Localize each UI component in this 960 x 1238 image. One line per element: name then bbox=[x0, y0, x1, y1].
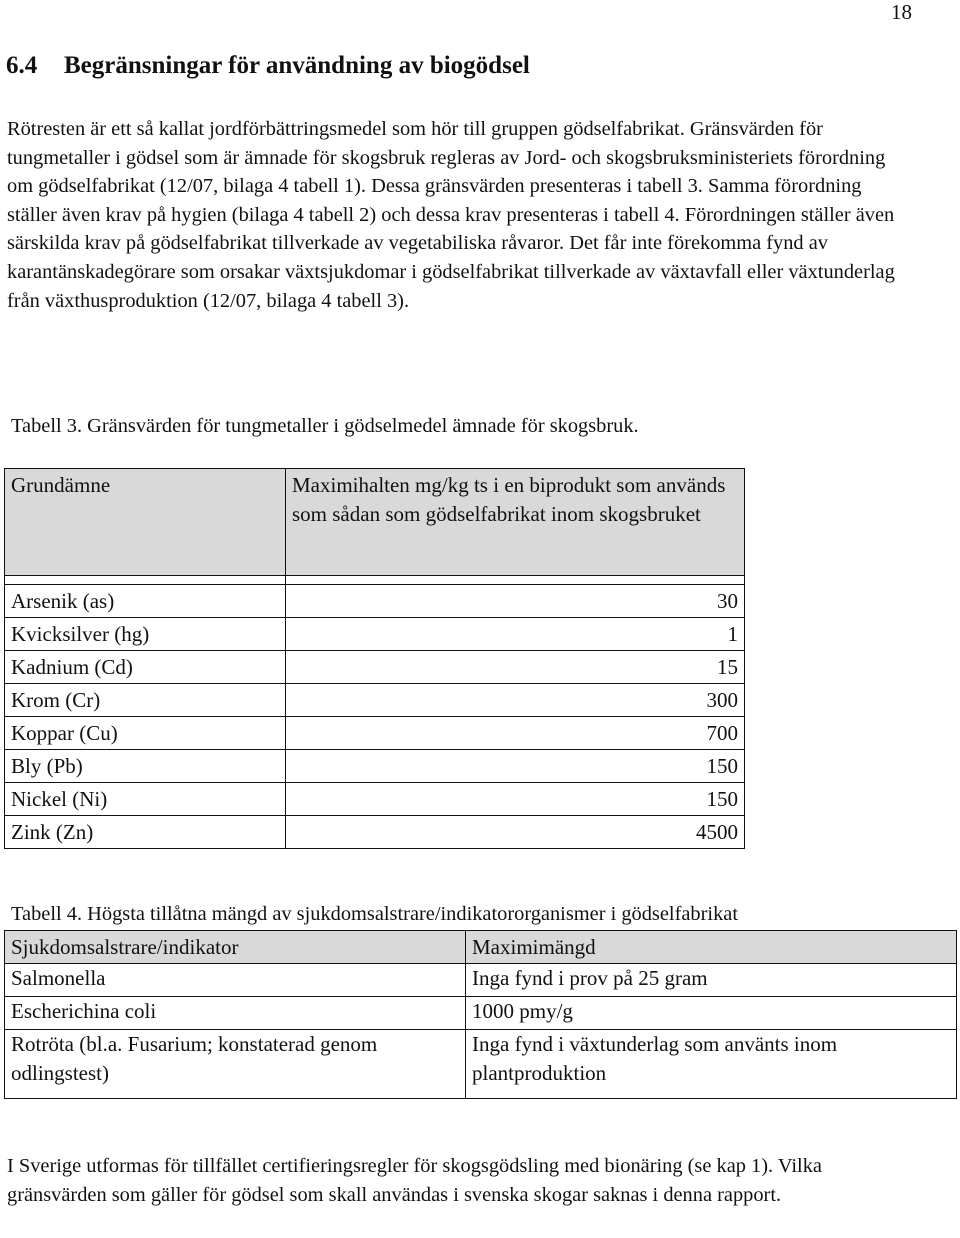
table-row bbox=[5, 717, 745, 750]
table-row bbox=[5, 1030, 957, 1099]
heavy-metals-table bbox=[4, 468, 745, 849]
table-row bbox=[5, 816, 745, 849]
element-cell: Arsenik (as) bbox=[5, 585, 286, 618]
element-cell: Kadnium (Cd) bbox=[5, 651, 286, 684]
value-cell: 1 bbox=[286, 618, 745, 651]
agent-cell: Rotröta (bl.a. Fusarium; konstaterad genom odlingstest) bbox=[5, 1030, 466, 1099]
column-header-agent: Sjukdomsalstrare/indikator bbox=[5, 931, 466, 964]
column-header-max-content: Maximihalten mg/kg ts i en biprodukt som används som sådan som gödselfabrikat inom skogsbruket bbox=[286, 469, 745, 576]
table-spacer-row bbox=[5, 576, 745, 585]
column-header-max-amount: Maximimängd bbox=[466, 931, 957, 964]
element-cell: Krom (Cr) bbox=[5, 684, 286, 717]
element-cell: Bly (Pb) bbox=[5, 750, 286, 783]
element-cell: Kvicksilver (hg) bbox=[5, 618, 286, 651]
page-number: 18 bbox=[891, 0, 912, 24]
table-row bbox=[5, 783, 745, 816]
value-cell: 150 bbox=[286, 750, 745, 783]
max-amount-cell: Inga fynd i växtunderlag som använts inom plantproduktion bbox=[466, 1030, 957, 1099]
table-row bbox=[5, 997, 957, 1030]
element-cell: Zink (Zn) bbox=[5, 816, 286, 849]
max-amount-cell: 1000 pmy/g bbox=[466, 997, 957, 1030]
section-title: Begränsningar för användning av biogödsel bbox=[64, 52, 530, 79]
closing-paragraph: I Sverige utformas för tillfället certifieringsregler för skogsgödsling med bionäring (se kap 1). Vilka gränsvärden som gäller för gödsel som skall användas i svenska skogar saknas i denna rapport. bbox=[7, 1155, 822, 1206]
table-row bbox=[5, 964, 957, 997]
column-header-element: Grundämne bbox=[5, 469, 286, 576]
table-row bbox=[5, 585, 745, 618]
section-heading bbox=[6, 52, 530, 80]
intro-paragraph: Rötresten är ett så kallat jordförbättringsmedel som hör till gruppen gödselfabrikat. Gränsvärden för tungmetaller i gödsel som är ämnade för skogsbruk regleras av Jord- och skogsbruksministeriets förordning om gödselfabrikat (12/07, bilaga 4 tabell 1). Dessa gränsvärden presenteras i tabell 3. Samma förordning ställer även krav på hygien (bilaga 4 tabell 2) och dessa krav presenteras i tabell 4. Förordningen ställer även särskilda krav på gödselfabrikat tillverkade av vegetabiliska råvaror. Det får inte förekomma fynd av karantänskadegörare som orsakar växtsjukdomar i gödselfabrikat tillverkade av växtavfall eller växtunderlag från växthusproduktion (12/07, bilaga 4 tabell 3). bbox=[7, 118, 895, 312]
value-cell: 150 bbox=[286, 783, 745, 816]
pathogens-table bbox=[4, 930, 957, 1099]
section-number: 6.4 bbox=[6, 52, 38, 79]
table-row bbox=[5, 750, 745, 783]
agent-cell: Escherichina coli bbox=[5, 997, 466, 1030]
max-amount-cell: Inga fynd i prov på 25 gram bbox=[466, 964, 957, 997]
element-cell: Nickel (Ni) bbox=[5, 783, 286, 816]
value-cell: 30 bbox=[286, 585, 745, 618]
table-row bbox=[5, 684, 745, 717]
value-cell: 15 bbox=[286, 651, 745, 684]
table-header-row bbox=[5, 931, 957, 964]
element-cell: Koppar (Cu) bbox=[5, 717, 286, 750]
table4-caption: Tabell 4. Högsta tillåtna mängd av sjukdomsalstrare/indikatororganismer i gödselfabrikat bbox=[11, 903, 738, 925]
agent-cell: Salmonella bbox=[5, 964, 466, 997]
value-cell: 4500 bbox=[286, 816, 745, 849]
table-header-row bbox=[5, 469, 745, 576]
value-cell: 300 bbox=[286, 684, 745, 717]
table3-caption: Tabell 3. Gränsvärden för tungmetaller i gödselmedel ämnade för skogsbruk. bbox=[11, 415, 639, 437]
table-row bbox=[5, 651, 745, 684]
table-row bbox=[5, 618, 745, 651]
value-cell: 700 bbox=[286, 717, 745, 750]
